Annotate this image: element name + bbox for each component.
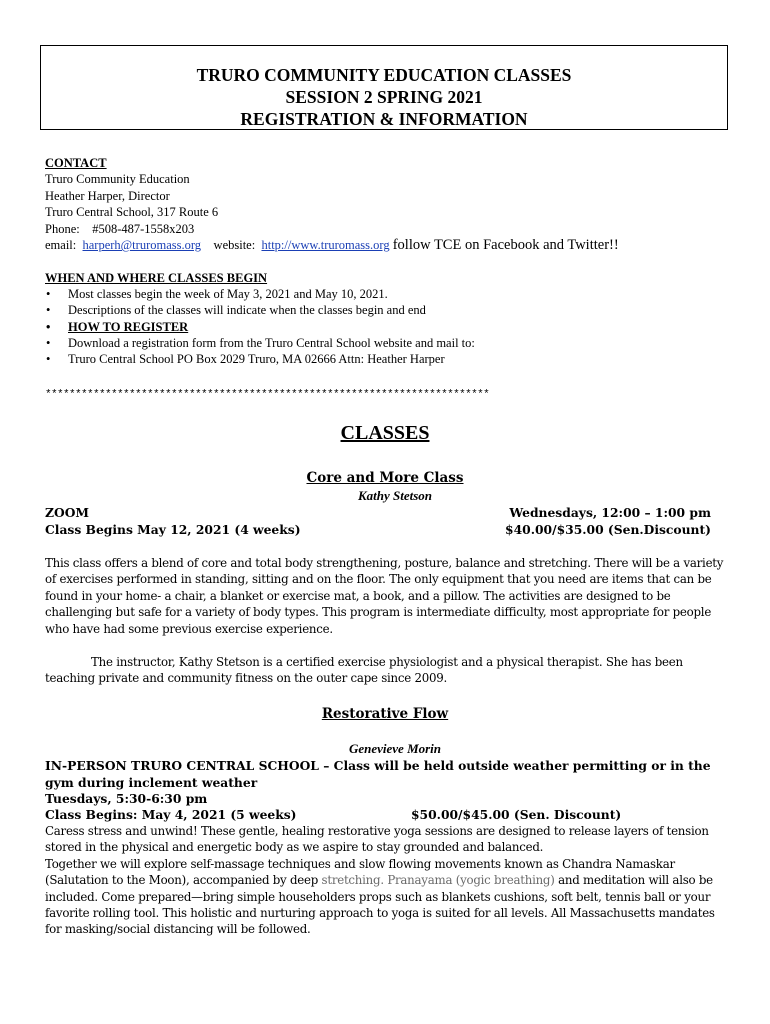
class2-instructor: Genevieve Morin bbox=[348, 741, 442, 756]
title-box bbox=[40, 45, 728, 130]
class2-price: $50.00/$45.00 (Sen. Discount) bbox=[411, 807, 622, 822]
contact-director: Heather Harper, Director bbox=[45, 188, 170, 203]
website-label: website: bbox=[213, 238, 256, 253]
class2-description-b bbox=[45, 856, 725, 938]
class1-bio-text: The instructor, Kathy Stetson is a certified exercise physiologist and a physical therapist. She has been teaching private and community fitness on the outer cape since 2009. bbox=[45, 655, 683, 686]
class2-description-a: Caress stress and unwind! These gentle, healing restorative yoga sessions are designed to release layers of tension stored in the physical and energetic body as we aspire to stay grounded and balanced. bbox=[45, 824, 709, 855]
class2-schedule: Tuesdays, 5:30-6:30 pm bbox=[45, 791, 208, 806]
class2-begins: Class Begins: May 4, 2021 (5 weeks) bbox=[45, 807, 297, 822]
phone-number: #508-487-1558x203 bbox=[92, 221, 195, 236]
social-note: follow TCE on Facebook and Twitter!! bbox=[392, 237, 619, 254]
class1-bio bbox=[45, 654, 725, 687]
class2-description bbox=[45, 823, 725, 938]
class2-title: Restorative Flow bbox=[321, 706, 449, 722]
list-item: • Most classes begin the week of May 3, 2021 and May 10, 2021. bbox=[45, 286, 475, 302]
contact-phone-line bbox=[45, 221, 619, 237]
classes-heading: CLASSES bbox=[340, 422, 430, 444]
class2-location: IN-PERSON TRURO CENTRAL SCHOOL – Class will be held outside weather permitting or in the gym during inclement weather bbox=[45, 758, 711, 790]
when-where-list bbox=[45, 286, 475, 367]
separator-line: ************************************************************************** bbox=[45, 389, 490, 401]
contact-org: Truro Community Education bbox=[45, 172, 190, 187]
class2-desc-part1: Together we will explore self-massage techniques and slow flowing movements known as Chandra Namaskar (Salutation to the Moon), accompanied by deep bbox=[45, 856, 675, 888]
title-line-3: REGISTRATION & INFORMATION bbox=[240, 109, 528, 129]
email-label: email: bbox=[45, 238, 77, 253]
contact-section bbox=[45, 155, 619, 253]
class1-description bbox=[45, 555, 725, 637]
email-link[interactable]: harperh@truromass.org bbox=[82, 238, 202, 253]
class1-instructor: Kathy Stetson bbox=[357, 488, 433, 503]
phone-label: Phone: bbox=[45, 221, 80, 236]
contact-address: Truro Central School, 317 Route 6 bbox=[45, 205, 219, 220]
list-item: • Truro Central School PO Box 2029 Truro, MA 02666 Attn: Heather Harper bbox=[45, 351, 475, 367]
class2-desc-part2: stretching. Pranayama (yogic breathing) bbox=[321, 873, 555, 888]
when-where-section bbox=[45, 270, 475, 367]
class1-description-text: This class offers a blend of core and total body strengthening, posture, balance and stretching. There will be a variety of exercises performed in standing, sitting and on the floor. The only equipment that you need are items that can be found in your home- a chair, a blanket or exercise mat, a book, and a pillow. The activities are designed to be challenging but safe for a variety of body types. This program is intermediate difficulty, most appropriate for people who have had some previous exercise experience. bbox=[45, 556, 724, 636]
class2-desc-part3: and meditation will also be included. Come prepared—bring simple householders props such as blankets cushions, soft belt, tennis ball or your favorite rolling tool. This holistic and nurturing approach to yoga is suited for all levels. All Massachusetts mandates for masking/social distancing will be followed. bbox=[45, 873, 715, 937]
contact-heading: CONTACT bbox=[45, 156, 107, 170]
website-link[interactable]: http://www.truromass.org bbox=[261, 238, 390, 253]
title-line-2: SESSION 2 SPRING 2021 bbox=[285, 87, 483, 107]
list-item: • Descriptions of the classes will indicate when the classes begin and end bbox=[45, 302, 475, 318]
class1-location: ZOOM bbox=[45, 505, 90, 520]
list-item: • Download a registration form from the Truro Central School website and mail to: bbox=[45, 335, 475, 351]
how-to-register-heading: • HOW TO REGISTER bbox=[45, 319, 475, 335]
class1-price: $40.00/$35.00 (Sen.Discount) bbox=[505, 522, 711, 537]
contact-web-line bbox=[45, 237, 619, 253]
title-line-1: TRURO COMMUNITY EDUCATION CLASSES bbox=[196, 65, 572, 85]
class1-begins: Class Begins May 12, 2021 (4 weeks) bbox=[45, 522, 301, 537]
class1-title: Core and More Class bbox=[306, 470, 464, 486]
class1-schedule: Wednesdays, 12:00 – 1:00 pm bbox=[509, 505, 711, 520]
when-where-heading: WHEN AND WHERE CLASSES BEGIN bbox=[45, 271, 268, 285]
